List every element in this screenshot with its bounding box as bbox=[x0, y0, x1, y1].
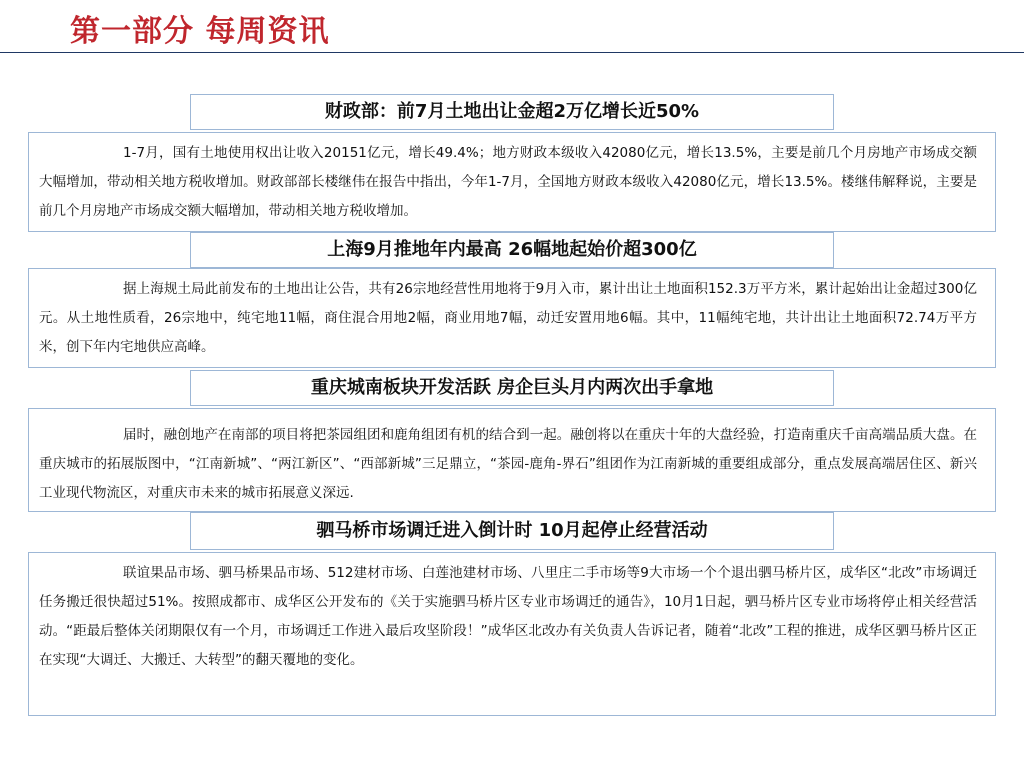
article-body-3: 届时，融创地产在南部的项目将把茶园组团和鹿角组团有机的结合到一起。融创将以在重庆十年的大盘经验，打造南重庆千亩高端品质大盘。在重庆城市的拓展版图中，“江南新城”、“两江新区”、“西部新城”三足鼎立，“茶园-鹿角-界石”组团作为江南新城的重要组成部分，重点发展高端居住区、新兴工业现代物流区，对重庆市未来的城市拓展意义深远. bbox=[28, 408, 996, 512]
title-divider bbox=[0, 52, 1024, 53]
headline-2: 上海9月推地年内最高 26幅地起始价超300亿 bbox=[190, 232, 834, 268]
article-body-1: 1-7月，国有土地使用权出让收入20151亿元，增长49.4%；地方财政本级收入42080亿元，增长13.5%，主要是前几个月房地产市场成交额大幅增加，带动相关地方税收增加。财政部部长楼继伟在报告中指出，今年1-7月，全国地方财政本级收入42080亿元，增长13.5%。楼继伟解释说，主要是前几个月房地产市场成交额大幅增加，带动相关地方税收增加。 bbox=[28, 132, 996, 232]
headline-1: 财政部：前7月土地出让金超2万亿增长近50% bbox=[190, 94, 834, 130]
article-body-4: 联谊果品市场、驷马桥果品市场、512建材市场、白莲池建材市场、八里庄二手市场等9大市场一个个退出驷马桥片区，成华区“北改”市场调迁任务搬迁很快超过51%。按照成都市、成华区公开发布的《关于实施驷马桥片区专业市场调迁的通告》，10月1日起，驷马桥片区专业市场将停止相关经营活动。“距最后整体关闭期限仅有一个月，市场调迁工作进入最后攻坚阶段！”成华区北改办有关负责人告诉记者，随着“北改”工程的推进，成华区驷马桥片区正在实现“大调迁、大搬迁、大转型”的翻天覆地的变化。 bbox=[28, 552, 996, 716]
article-body-2: 据上海规土局此前发布的土地出让公告，共有26宗地经营性用地将于9月入市，累计出让土地面积152.3万平方米，累计起始出让金超过300亿元。从土地性质看，26宗地中，纯宅地11幅，商住混合用地2幅，商业用地7幅，动迁安置用地6幅。其中，11幅纯宅地，共计出让土地面积72.74万平方米，创下年内宅地供应高峰。 bbox=[28, 268, 996, 368]
page-title: 第一部分 每周资讯 bbox=[70, 14, 330, 49]
headline-3: 重庆城南板块开发活跃 房企巨头月内两次出手拿地 bbox=[190, 370, 834, 406]
headline-4: 驷马桥市场调迁进入倒计时 10月起停止经营活动 bbox=[190, 512, 834, 550]
